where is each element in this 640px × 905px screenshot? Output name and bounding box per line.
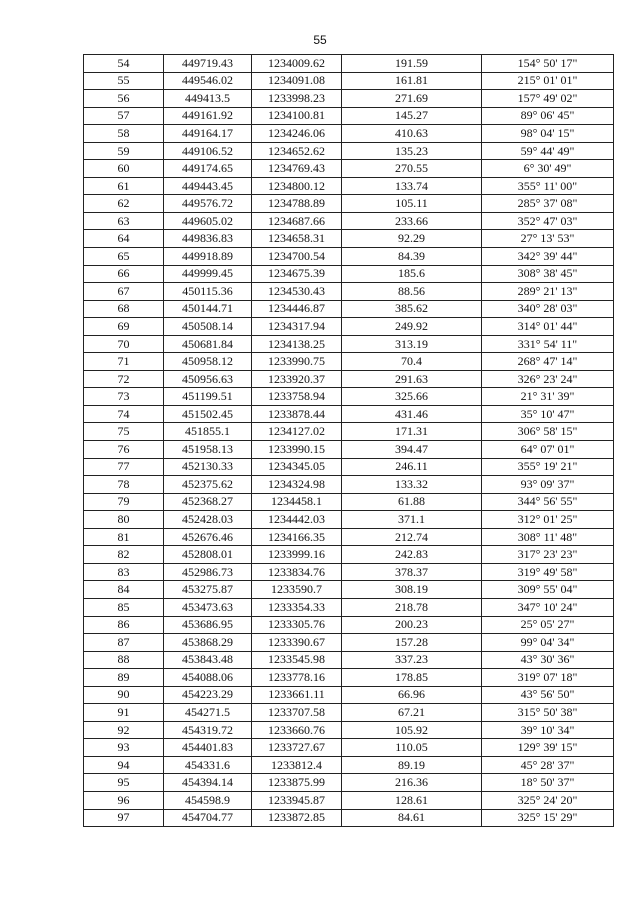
distance-cell: 61.88 [342,493,482,511]
bearing-cell: 317° 23' 23" [482,546,614,564]
point-number-cell: 58 [84,125,164,143]
bearing-cell: 315° 50' 38" [482,704,614,722]
distance-cell: 325.66 [342,388,482,406]
table-row [84,212,614,230]
distance-cell: 171.31 [342,423,482,441]
distance-cell: 200.23 [342,616,482,634]
point-number-cell: 70 [84,335,164,353]
distance-cell: 92.29 [342,230,482,248]
point-number-cell: 61 [84,177,164,195]
y-coordinate-cell: 1233998.23 [252,90,342,108]
x-coordinate-cell: 449106.52 [164,142,252,160]
point-number-cell: 87 [84,634,164,652]
distance-cell: 271.69 [342,90,482,108]
bearing-cell: 89° 06' 45" [482,107,614,125]
y-coordinate-cell: 1234127.02 [252,423,342,441]
x-coordinate-cell: 454401.83 [164,739,252,757]
y-coordinate-cell: 1234675.39 [252,265,342,283]
x-coordinate-cell: 450958.12 [164,353,252,371]
y-coordinate-cell: 1233920.37 [252,370,342,388]
point-number-cell: 83 [84,563,164,581]
point-number-cell: 95 [84,774,164,792]
bearing-cell: 25° 05' 27" [482,616,614,634]
table-row [84,318,614,336]
bearing-cell: 59° 44' 49" [482,142,614,160]
table-row [84,791,614,809]
distance-cell: 385.62 [342,300,482,318]
distance-cell: 233.66 [342,212,482,230]
bearing-cell: 355° 19' 21" [482,458,614,476]
y-coordinate-cell: 1234700.54 [252,248,342,266]
bearing-cell: 326° 23' 24" [482,370,614,388]
x-coordinate-cell: 450144.71 [164,300,252,318]
y-coordinate-cell: 1234446.87 [252,300,342,318]
y-coordinate-cell: 1233758.94 [252,388,342,406]
table-row [84,756,614,774]
table-row [84,476,614,494]
y-coordinate-cell: 1233390.67 [252,634,342,652]
table-row [84,125,614,143]
y-coordinate-cell: 1233707.58 [252,704,342,722]
distance-cell: 216.36 [342,774,482,792]
y-coordinate-cell: 1234324.98 [252,476,342,494]
bearing-cell: 355° 11' 00" [482,177,614,195]
distance-cell: 270.55 [342,160,482,178]
distance-cell: 371.1 [342,511,482,529]
x-coordinate-cell: 449174.65 [164,160,252,178]
point-number-cell: 76 [84,441,164,459]
table-row [84,774,614,792]
y-coordinate-cell: 1234788.89 [252,195,342,213]
table-row [84,634,614,652]
x-coordinate-cell: 451958.13 [164,441,252,459]
bearing-cell: 319° 07' 18" [482,669,614,687]
bearing-cell: 289° 21' 13" [482,283,614,301]
distance-cell: 110.05 [342,739,482,757]
table-row [84,283,614,301]
x-coordinate-cell: 454319.72 [164,721,252,739]
x-coordinate-cell: 452375.62 [164,476,252,494]
point-number-cell: 68 [84,300,164,318]
distance-cell: 410.63 [342,125,482,143]
distance-cell: 185.6 [342,265,482,283]
bearing-cell: 306° 58' 15" [482,423,614,441]
table-row [84,721,614,739]
y-coordinate-cell: 1233875.99 [252,774,342,792]
bearing-cell: 93° 09' 37" [482,476,614,494]
y-coordinate-cell: 1233834.76 [252,563,342,581]
distance-cell: 313.19 [342,335,482,353]
point-number-cell: 84 [84,581,164,599]
y-coordinate-cell: 1233354.33 [252,598,342,616]
table-row [84,581,614,599]
table-body [84,55,614,827]
bearing-cell: 215° 01' 01" [482,72,614,90]
bearing-cell: 352° 47' 03" [482,212,614,230]
bearing-cell: 340° 28' 03" [482,300,614,318]
y-coordinate-cell: 1233999.16 [252,546,342,564]
distance-cell: 378.37 [342,563,482,581]
table-row [84,370,614,388]
distance-cell: 66.96 [342,686,482,704]
y-coordinate-cell: 1234769.43 [252,160,342,178]
distance-cell: 291.63 [342,370,482,388]
table-row [84,160,614,178]
table-row [84,598,614,616]
distance-cell: 337.23 [342,651,482,669]
table-row [84,107,614,125]
coordinates-table [83,54,614,827]
table-row [84,55,614,73]
x-coordinate-cell: 449164.17 [164,125,252,143]
table-row [84,809,614,827]
point-number-cell: 54 [84,55,164,73]
point-number-cell: 82 [84,546,164,564]
point-number-cell: 73 [84,388,164,406]
distance-cell: 431.46 [342,405,482,423]
table-row [84,493,614,511]
table-row [84,265,614,283]
y-coordinate-cell: 1234442.03 [252,511,342,529]
bearing-cell: 344° 56' 55" [482,493,614,511]
x-coordinate-cell: 451199.51 [164,388,252,406]
point-number-cell: 69 [84,318,164,336]
x-coordinate-cell: 453843.48 [164,651,252,669]
y-coordinate-cell: 1234091.08 [252,72,342,90]
x-coordinate-cell: 449605.02 [164,212,252,230]
bearing-cell: 314° 01' 44" [482,318,614,336]
point-number-cell: 56 [84,90,164,108]
bearing-cell: 308° 11' 48" [482,528,614,546]
table-row [84,353,614,371]
table-row [84,248,614,266]
point-number-cell: 88 [84,651,164,669]
y-coordinate-cell: 1233878.44 [252,405,342,423]
bearing-cell: 309° 55' 04" [482,581,614,599]
x-coordinate-cell: 452808.01 [164,546,252,564]
y-coordinate-cell: 1234166.35 [252,528,342,546]
y-coordinate-cell: 1233727.67 [252,739,342,757]
table-row [84,441,614,459]
table-row [84,177,614,195]
y-coordinate-cell: 1233812.4 [252,756,342,774]
distance-cell: 249.92 [342,318,482,336]
bearing-cell: 99° 04' 34" [482,634,614,652]
y-coordinate-cell: 1234009.62 [252,55,342,73]
x-coordinate-cell: 449918.89 [164,248,252,266]
table-row [84,335,614,353]
distance-cell: 84.61 [342,809,482,827]
y-coordinate-cell: 1234317.94 [252,318,342,336]
bearing-cell: 331° 54' 11" [482,335,614,353]
table-row [84,423,614,441]
point-number-cell: 97 [84,809,164,827]
x-coordinate-cell: 450115.36 [164,283,252,301]
y-coordinate-cell: 1233945.87 [252,791,342,809]
point-number-cell: 67 [84,283,164,301]
x-coordinate-cell: 454704.77 [164,809,252,827]
point-number-cell: 90 [84,686,164,704]
x-coordinate-cell: 453686.95 [164,616,252,634]
distance-cell: 88.56 [342,283,482,301]
point-number-cell: 79 [84,493,164,511]
point-number-cell: 85 [84,598,164,616]
y-coordinate-cell: 1233660.76 [252,721,342,739]
bearing-cell: 45° 28' 37" [482,756,614,774]
x-coordinate-cell: 452130.33 [164,458,252,476]
distance-cell: 133.32 [342,476,482,494]
point-number-cell: 80 [84,511,164,529]
point-number-cell: 74 [84,405,164,423]
point-number-cell: 78 [84,476,164,494]
distance-cell: 242.83 [342,546,482,564]
x-coordinate-cell: 451502.45 [164,405,252,423]
x-coordinate-cell: 450681.84 [164,335,252,353]
point-number-cell: 75 [84,423,164,441]
x-coordinate-cell: 452428.03 [164,511,252,529]
y-coordinate-cell: 1233872.85 [252,809,342,827]
x-coordinate-cell: 452986.73 [164,563,252,581]
x-coordinate-cell: 453868.29 [164,634,252,652]
table-row [84,72,614,90]
distance-cell: 105.92 [342,721,482,739]
y-coordinate-cell: 1233990.75 [252,353,342,371]
bearing-cell: 98° 04' 15" [482,125,614,143]
x-coordinate-cell: 453473.63 [164,598,252,616]
point-number-cell: 77 [84,458,164,476]
distance-cell: 145.27 [342,107,482,125]
bearing-cell: 347° 10' 24" [482,598,614,616]
bearing-cell: 285° 37' 08" [482,195,614,213]
bearing-cell: 268° 47' 14" [482,353,614,371]
table-row [84,616,614,634]
distance-cell: 128.61 [342,791,482,809]
table-row [84,651,614,669]
distance-cell: 105.11 [342,195,482,213]
distance-cell: 135.23 [342,142,482,160]
table-row [84,90,614,108]
bearing-cell: 21° 31' 39" [482,388,614,406]
distance-cell: 191.59 [342,55,482,73]
y-coordinate-cell: 1233545.98 [252,651,342,669]
bearing-cell: 319° 49' 58" [482,563,614,581]
x-coordinate-cell: 453275.87 [164,581,252,599]
distance-cell: 308.19 [342,581,482,599]
x-coordinate-cell: 451855.1 [164,423,252,441]
x-coordinate-cell: 449836.83 [164,230,252,248]
point-number-cell: 96 [84,791,164,809]
point-number-cell: 66 [84,265,164,283]
bearing-cell: 312° 01' 25" [482,511,614,529]
distance-cell: 133.74 [342,177,482,195]
bearing-cell: 18° 50' 37" [482,774,614,792]
x-coordinate-cell: 454331.6 [164,756,252,774]
x-coordinate-cell: 449161.92 [164,107,252,125]
x-coordinate-cell: 454088.06 [164,669,252,687]
table-row [84,388,614,406]
bearing-cell: 129° 39' 15" [482,739,614,757]
distance-cell: 67.21 [342,704,482,722]
table-row [84,230,614,248]
distance-cell: 218.78 [342,598,482,616]
point-number-cell: 65 [84,248,164,266]
point-number-cell: 62 [84,195,164,213]
distance-cell: 394.47 [342,441,482,459]
distance-cell: 212.74 [342,528,482,546]
x-coordinate-cell: 454223.29 [164,686,252,704]
distance-cell: 84.39 [342,248,482,266]
bearing-cell: 39° 10' 34" [482,721,614,739]
table-row [84,704,614,722]
bearing-cell: 35° 10' 47" [482,405,614,423]
distance-cell: 178.85 [342,669,482,687]
bearing-cell: 154° 50' 17" [482,55,614,73]
y-coordinate-cell: 1234246.06 [252,125,342,143]
distance-cell: 246.11 [342,458,482,476]
table-row [84,686,614,704]
bearing-cell: 43° 56' 50" [482,686,614,704]
page-number: 55 [313,33,327,47]
x-coordinate-cell: 450508.14 [164,318,252,336]
table-row [84,195,614,213]
x-coordinate-cell: 449999.45 [164,265,252,283]
x-coordinate-cell: 452368.27 [164,493,252,511]
y-coordinate-cell: 1234530.43 [252,283,342,301]
point-number-cell: 64 [84,230,164,248]
bearing-cell: 157° 49' 02" [482,90,614,108]
point-number-cell: 94 [84,756,164,774]
distance-cell: 161.81 [342,72,482,90]
x-coordinate-cell: 449719.43 [164,55,252,73]
y-coordinate-cell: 1233778.16 [252,669,342,687]
point-number-cell: 92 [84,721,164,739]
table-row [84,405,614,423]
table-row [84,563,614,581]
point-number-cell: 81 [84,528,164,546]
point-number-cell: 55 [84,72,164,90]
bearing-cell: 308° 38' 45" [482,265,614,283]
table-row [84,458,614,476]
point-number-cell: 72 [84,370,164,388]
distance-cell: 157.28 [342,634,482,652]
point-number-cell: 60 [84,160,164,178]
x-coordinate-cell: 454598.9 [164,791,252,809]
x-coordinate-cell: 454271.5 [164,704,252,722]
point-number-cell: 59 [84,142,164,160]
x-coordinate-cell: 452676.46 [164,528,252,546]
point-number-cell: 91 [84,704,164,722]
distance-cell: 89.19 [342,756,482,774]
y-coordinate-cell: 1234138.25 [252,335,342,353]
bearing-cell: 325° 15' 29" [482,809,614,827]
y-coordinate-cell: 1233305.76 [252,616,342,634]
y-coordinate-cell: 1234100.81 [252,107,342,125]
point-number-cell: 63 [84,212,164,230]
point-number-cell: 71 [84,353,164,371]
bearing-cell: 43° 30' 36" [482,651,614,669]
bearing-cell: 64° 07' 01" [482,441,614,459]
x-coordinate-cell: 449576.72 [164,195,252,213]
point-number-cell: 89 [84,669,164,687]
x-coordinate-cell: 449413.5 [164,90,252,108]
bearing-cell: 325° 24' 20" [482,791,614,809]
table-row [84,669,614,687]
bearing-cell: 342° 39' 44" [482,248,614,266]
y-coordinate-cell: 1234458.1 [252,493,342,511]
table-row [84,546,614,564]
y-coordinate-cell: 1234658.31 [252,230,342,248]
point-number-cell: 57 [84,107,164,125]
distance-cell: 70.4 [342,353,482,371]
point-number-cell: 86 [84,616,164,634]
bearing-cell: 6° 30' 49" [482,160,614,178]
y-coordinate-cell: 1233590.7 [252,581,342,599]
point-number-cell: 93 [84,739,164,757]
y-coordinate-cell: 1234687.66 [252,212,342,230]
y-coordinate-cell: 1234652.62 [252,142,342,160]
y-coordinate-cell: 1234345.05 [252,458,342,476]
y-coordinate-cell: 1234800.12 [252,177,342,195]
x-coordinate-cell: 449443.45 [164,177,252,195]
bearing-cell: 27° 13' 53" [482,230,614,248]
table-row [84,528,614,546]
x-coordinate-cell: 449546.02 [164,72,252,90]
x-coordinate-cell: 450956.63 [164,370,252,388]
x-coordinate-cell: 454394.14 [164,774,252,792]
table-row [84,739,614,757]
y-coordinate-cell: 1233990.15 [252,441,342,459]
table-row [84,142,614,160]
y-coordinate-cell: 1233661.11 [252,686,342,704]
table-row [84,300,614,318]
table-row [84,511,614,529]
